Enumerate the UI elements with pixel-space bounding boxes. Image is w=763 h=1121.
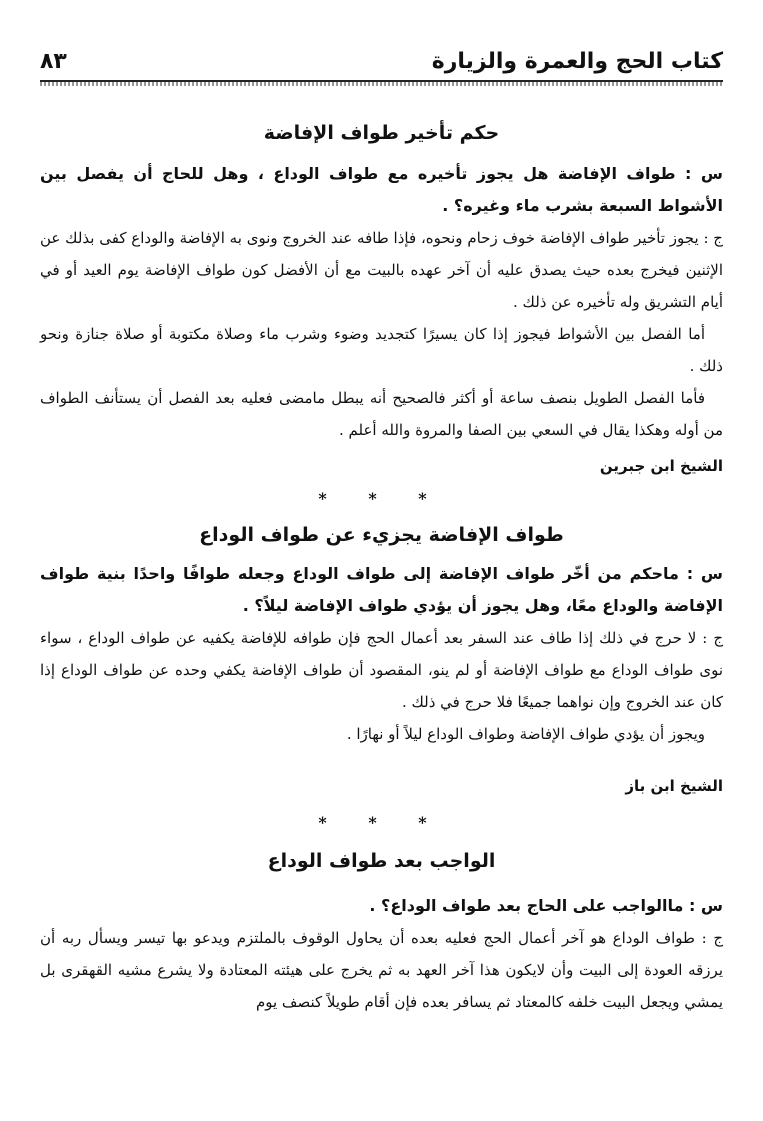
answer-paragraph: أما الفصل بين الأشواط فيجوز إذا كان يسيرًا كتجديد وضوء وشرب ماء وصلاة مكتوبة أو صلاة جنازة ونحو ذلك . xyxy=(40,325,723,375)
question-text: س : ماالواجب على الحاج بعد طواف الوداع؟ . xyxy=(369,896,723,915)
question-text: س : طواف الإفاضة هل يجوز تأخيره مع طواف الوداع ، وهل للحاج أن يفصل بين الأشواط السبعة بشرب ماء وغيره؟ . xyxy=(40,164,723,215)
book-page xyxy=(40,30,723,1018)
answer-paragraph: ج : لا حرج في ذلك إذا طاف عند السفر بعد أعمال الحج فإن طوافه للإفاضة يكفيه عن طواف الوداع ، سواء نوى طواف الوداع مع طواف الإفاضة أو لم ينو، المقصود أن طواف الإفاضة يكفي وحده عن طواف الوداع إذا كان عند الخروج وإن نواهما جميعًا فلا حرج في ذلك . xyxy=(40,629,723,711)
running-header xyxy=(40,30,723,74)
answer-paragraph: ج : يجوز تأخير طواف الإفاضة خوف زحام ونحوه، فإذا طافه عند الخروج ونوى به الإفاضة والوداع كفى بذلك عن الإثنين فيخرج بعده حيث يصدق عليه أن آخر عهده بالبيت مع أن الأفضل كون طواف الإفاضة يوم العيد أو في أيام التشريق وله تأخيره عن ذلك . xyxy=(40,229,723,311)
page-number: ٨٣ xyxy=(40,49,67,74)
answer-paragraph: ج : طواف الوداع هو آخر أعمال الحج فعليه بعده أن يحاول الوقوف بالملتزم ويدعو بها تيسر ويسأل ربه أن يرزقه العودة إلى البيت وأن لايكون هذا آخر العهد به ثم يخرج على هيئته المعتادة ولا يشرع مشيه القهقرى بل يمشي ويجعل البيت خلفه كالمعتاد ثم يسافر بعده فإن أقام طويلاً كنصف يوم xyxy=(40,929,723,1011)
signature: الشيخ ابن باز xyxy=(625,777,723,795)
section-separator: * * * xyxy=(318,489,445,508)
section-separator: * * * xyxy=(318,813,445,832)
answer-paragraph: فأما الفصل الطويل بنصف ساعة أو أكثر فالصحيح أنه يبطل مامضى فعليه بعد الفصل أن يستأنف الطواف من أوله وهكذا يقال في السعي بين الصفا والمروة والله أعلم . xyxy=(40,389,723,439)
section-heading: طواف الإفاضة يجزيء عن طواف الوداع xyxy=(199,524,564,546)
header-rule xyxy=(40,80,723,86)
section-heading: حكم تأخير طواف الإفاضة xyxy=(263,122,500,144)
signature: الشيخ ابن جبرين xyxy=(599,457,723,475)
answer-paragraph: ويجوز أن يؤدي طواف الإفاضة وطواف الوداع ليلاً أو نهارًا . xyxy=(346,725,705,743)
question-text: س : ماحكم من أخّر طواف الإفاضة إلى طواف الوداع وجعله طوافًا واحدًا بنية طواف الإفاضة والوداع معًا، وهل يجوز أن يؤدي طواف الإفاضة ليلاً؟ . xyxy=(40,564,723,615)
book-title: كتاب الحج والعمرة والزيارة xyxy=(431,49,723,74)
section-heading: الواجب بعد طواف الوداع xyxy=(267,850,496,872)
